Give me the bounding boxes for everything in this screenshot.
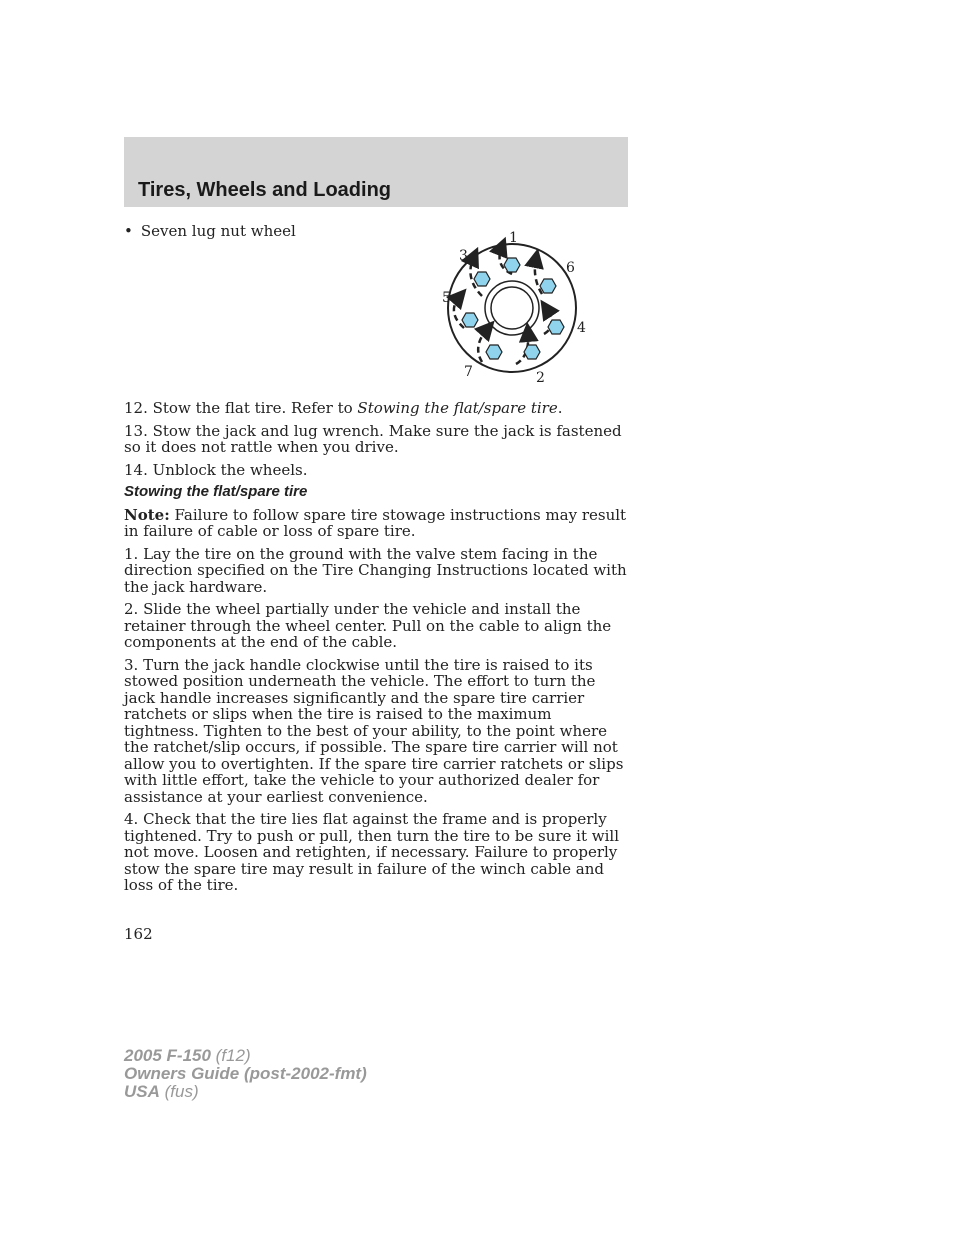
lug-nut-5 [524,345,540,359]
step-13: 13. Stow the jack and lug wrench. Make sure the jack is fastened so it does not rattle when you drive. [124,421,622,456]
section-title: Tires, Wheels and Loading [138,179,392,201]
section-header-band [124,137,628,207]
body-text [124,400,629,900]
stow-step-1: 1. Lay the tire on the ground with the valve stem facing in the direction specified on the Tire Changing Instructions located with the jack hardware. [124,544,627,596]
note-label: Note: [124,505,170,524]
lug-nut-4 [548,320,564,334]
bullet-text: Seven lug nut wheel [140,222,296,240]
document-footer [124,1047,367,1101]
lug-nut-7 [462,313,478,327]
bullet-item [124,222,296,240]
sequence-label-6: 6 [566,260,575,276]
lug-nut-1 [504,258,520,272]
sequence-label-3: 3 [459,248,468,264]
stow-step-3: 3. Turn the jack handle clockwise until the tire is raised to its stowed position underneath the vehicle. The effort to turn the jack handle increases significantly and the spare tire carrier ratchets or slips when the tire is raised to the maximum tightness. Tighten to the best of your ability, to the point where the ratchet/slip occurs, if possible. The spare tire carrier will not allow you to overtighten. If the spare tire carrier ratchets or slips with little effort, take the vehicle to your authorized dealer for assistance at your earliest convenience. [124,655,624,806]
sequence-label-2: 2 [536,370,545,386]
stow-step-2: 2. Slide the wheel partially under the vehicle and install the retainer through the wheel center. Pull on the cable to align the components at the end of the cable. [124,600,612,651]
lug-nut-sequence-diagram [436,228,586,386]
page-number: 162 [124,925,153,943]
sequence-label-5: 5 [442,290,451,306]
wheel-hub-outer [485,281,539,335]
subsection-heading: Stowing the flat/spare tire [124,483,308,500]
sequence-label-4: 4 [577,320,586,336]
wheel-hub-inner [491,287,533,329]
note-paragraph: Note: Failure to follow spare tire stowage instructions may result in failure of cable or loss of spare tire. [124,505,627,540]
footer-line-2: Owners Guide (post-2002-fmt) [124,1064,367,1083]
step-12: 12. Stow the flat tire. Refer to Stowing the flat/spare tire. [124,399,563,417]
lug-nut-6 [486,345,502,359]
footer-line-1: 2005 F-150 (f12) [124,1046,251,1065]
bullet-dot: • [124,222,133,240]
stow-step-4: 4. Check that the tire lies flat against the frame and is properly tightened. Try to push or pull, then turn the tire to be sure it will not move. Loosen and retighten, if necessary. Failure to properly stow the spare tire may result in failure of the winch cable and loss of the tire. [124,810,619,894]
lug-nut-2 [474,272,490,286]
lug-nut-3 [540,279,556,293]
step-14: 14. Unblock the wheels. [124,460,308,479]
sequence-label-1: 1 [509,230,518,246]
lug-nuts [462,258,564,359]
footer-line-3: USA (fus) [124,1082,199,1101]
cross-reference: Stowing the flat/spare tire [357,399,558,417]
sequence-label-7: 7 [464,364,473,380]
